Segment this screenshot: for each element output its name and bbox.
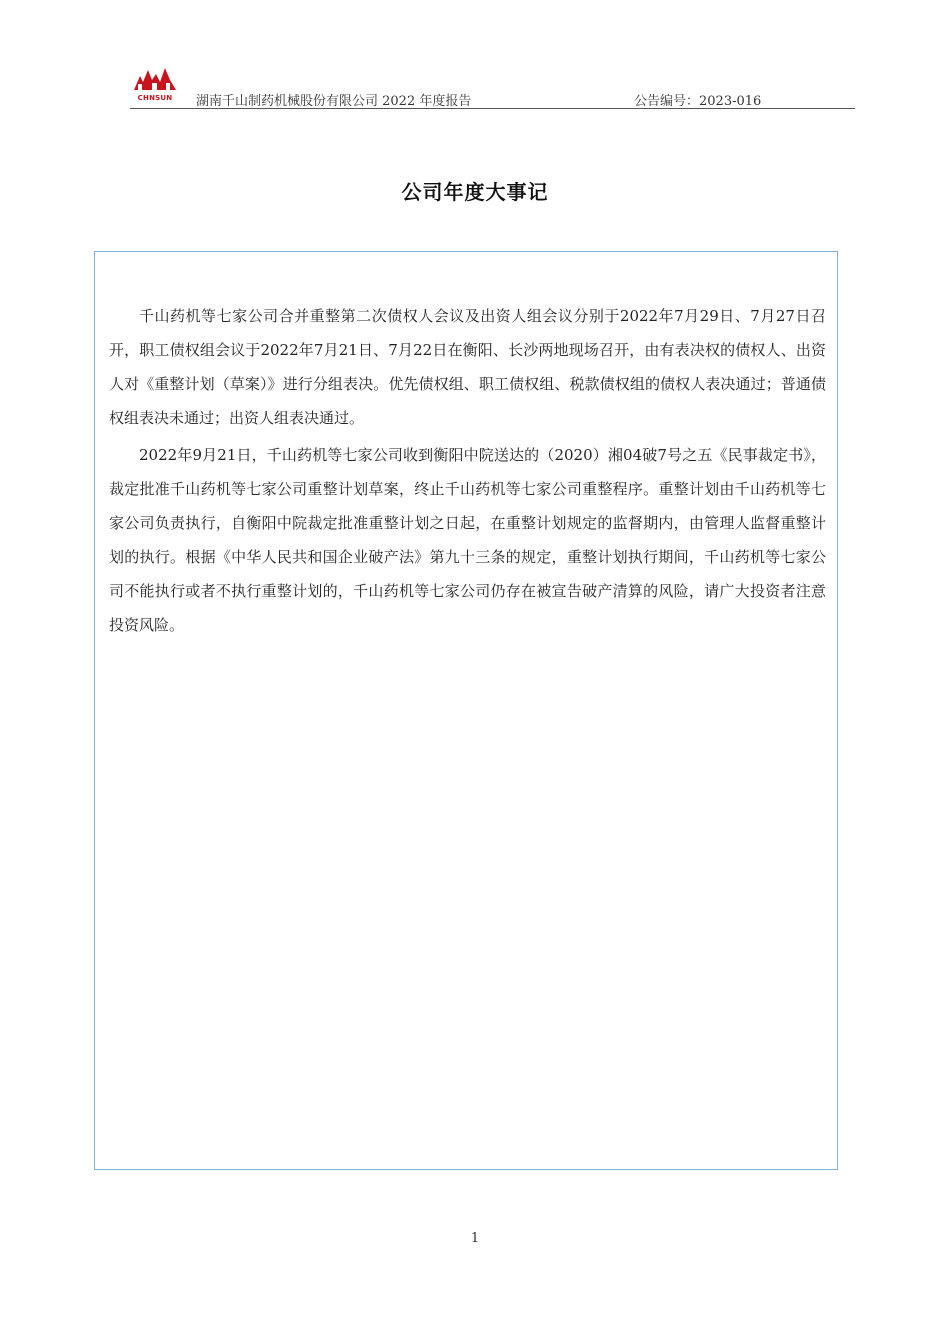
company-logo-text: CHNSUN: [137, 94, 173, 102]
event-paragraph-1: 千山药机等七家公司合并重整第二次债权人会议及出资人组会议分别于2022年7月29日、7月27日召开，职工债权组会议于2022年7月21日、7月22日在衡阳、长沙两地现场召开，由有表决权的债权人、出资人对《重整计划（草案）》进行分组表决。优先债权组、职工债权组、税款债权组的债权人表决通过；普通债权组表决未通过；出资人组表决通过。: [109, 307, 826, 427]
page-number: 1: [470, 1231, 480, 1246]
report-title: 湖南千山制药机械股份有限公司 2022 年度报告: [196, 94, 472, 109]
company-logo: [132, 64, 178, 104]
header-divider: [130, 108, 855, 109]
page-title: 公司年度大事记: [401, 180, 549, 204]
events-text: [109, 299, 826, 645]
event-paragraph-2: 2022年9月21日，千山药机等七家公司收到衡阳中院送达的（2020）湘04破7号之五《民事裁定书》，裁定批准千山药机等七家公司重整计划草案，终止千山药机等七家公司重整程序。重整计划由千山药机等七家公司负责执行，自衡阳中院裁定批准重整计划之日起，在重整计划规定的监督期内，由管理人监督重整计划的执行。根据《中华人民共和国企业破产法》第九十三条的规定，重整计划执行期间，千山药机等七家公司不能执行或者不执行重整计划的，千山药机等七家公司仍存在被宣告破产清算的风险，请广大投资者注意投资风险。: [109, 446, 826, 634]
events-content-box: [94, 251, 838, 1170]
company-logo-mark: [132, 64, 178, 94]
announcement-code: 公告编号：2023-016: [634, 94, 762, 109]
